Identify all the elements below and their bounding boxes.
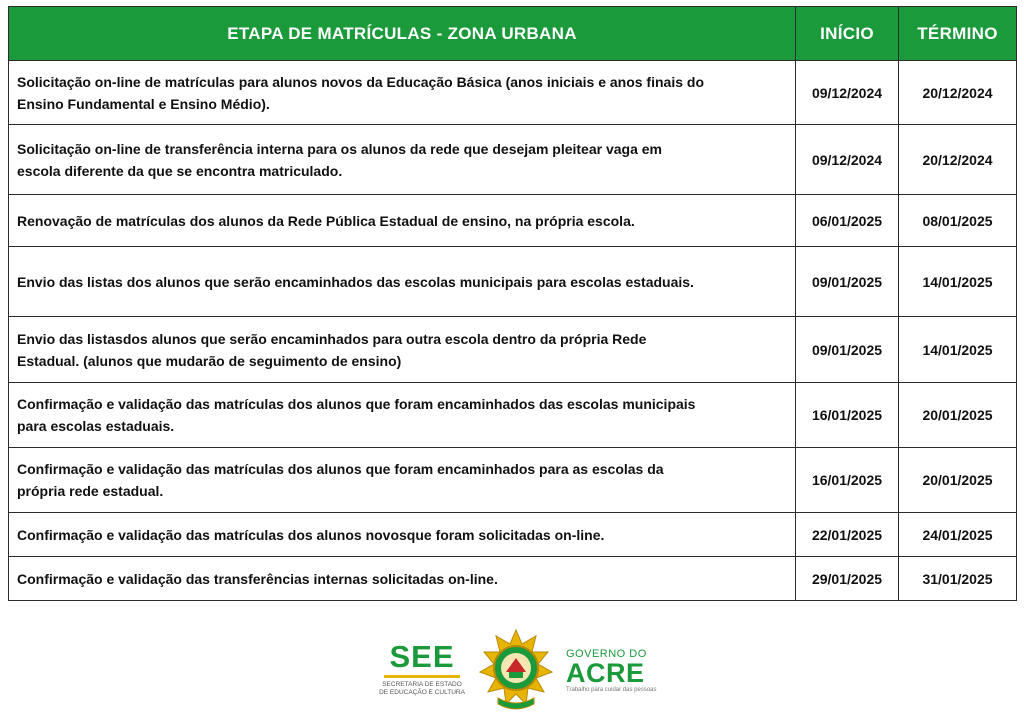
start-date: 09/01/2025 <box>796 247 899 317</box>
description-line: Confirmação e validação das matrículas dos alunos que foram encaminhados das escolas municipais <box>17 396 696 412</box>
start-column-header: INÍCIO <box>796 7 899 61</box>
footer-logos <box>378 628 668 714</box>
table-row <box>9 195 1017 247</box>
seal-ribbon <box>498 698 534 709</box>
row-description <box>9 448 796 513</box>
start-date: 22/01/2025 <box>796 513 899 557</box>
row-description <box>9 61 796 125</box>
row-description <box>9 125 796 195</box>
start-date: 06/01/2025 <box>796 195 899 247</box>
description-line: Confirmação e validação das matrículas dos alunos novosque foram solicitadas on-line. <box>17 526 605 543</box>
see-logo-underline <box>384 675 460 678</box>
end-date: 24/01/2025 <box>899 513 1017 557</box>
government-logo-tagline: Trabalho para cuidar das pessoas <box>566 687 657 693</box>
row-description <box>9 557 796 601</box>
government-logo-top: GOVERNO DO <box>566 648 647 660</box>
description-line: própria rede estadual. <box>17 483 164 499</box>
stage-column-header: ETAPA DE MATRÍCULAS - ZONA URBANA <box>9 7 796 61</box>
description-line: Envio das listas dos alunos que serão encaminhados das escolas municipais para escolas estaduais. <box>17 273 694 290</box>
enrollment-schedule-table <box>8 6 1017 601</box>
end-date: 14/01/2025 <box>899 247 1017 317</box>
row-description <box>9 317 796 383</box>
table-row <box>9 61 1017 125</box>
description-line: para escolas estaduais. <box>17 418 175 434</box>
end-date: 31/01/2025 <box>899 557 1017 601</box>
start-date: 09/12/2024 <box>796 125 899 195</box>
row-description <box>9 513 796 557</box>
description-line: escola diferente da que se encontra matriculado. <box>17 162 343 179</box>
table-row <box>9 125 1017 195</box>
government-logo <box>566 648 666 694</box>
row-description <box>9 383 796 448</box>
start-date: 29/01/2025 <box>796 557 899 601</box>
description-line: Renovação de matrículas dos alunos da Rede Pública Estadual de ensino, na própria escola. <box>17 212 635 229</box>
description-line: Ensino Fundamental e Ensino Médio). <box>17 95 270 112</box>
row-description <box>9 195 796 247</box>
see-logo-subtitle: DE EDUCAÇÃO E CULTURA <box>379 689 465 696</box>
see-logo <box>378 639 466 697</box>
start-date: 09/01/2025 <box>796 317 899 383</box>
description-line: Solicitação on-line de matrículas para alunos novos da Educação Básica (anos iniciais e anos finais do <box>17 73 704 90</box>
acre-coat-of-arms-icon <box>476 628 556 714</box>
see-logo-subtitle: SECRETARIA DE ESTADO <box>382 681 462 688</box>
description-line: Confirmação e validação das transferências internas solicitadas on-line. <box>17 570 498 587</box>
start-date: 16/01/2025 <box>796 383 899 448</box>
table-row <box>9 448 1017 513</box>
end-date: 20/12/2024 <box>899 61 1017 125</box>
end-date: 08/01/2025 <box>899 195 1017 247</box>
start-date: 16/01/2025 <box>796 448 899 513</box>
seal-base <box>509 672 523 678</box>
table-header-row <box>9 7 1017 61</box>
table-row <box>9 383 1017 448</box>
description-line: Confirmação e validação das matrículas dos alunos que foram encaminhados para as escolas da <box>17 461 664 477</box>
end-date: 20/01/2025 <box>899 383 1017 448</box>
table-row <box>9 317 1017 383</box>
end-date: 20/12/2024 <box>899 125 1017 195</box>
end-date: 14/01/2025 <box>899 317 1017 383</box>
table-row <box>9 247 1017 317</box>
government-logo-main: ACRE <box>566 658 645 688</box>
start-date: 09/12/2024 <box>796 61 899 125</box>
description-line: Solicitação on-line de transferência interna para os alunos da rede que desejam pleitear vaga em <box>17 140 663 157</box>
table-row <box>9 557 1017 601</box>
description-line: Estadual. (alunos que mudarão de seguimento de ensino) <box>17 352 402 369</box>
description-line: Envio das listasdos alunos que serão encaminhados para outra escola dentro da própria Rede <box>17 330 647 347</box>
table-row <box>9 513 1017 557</box>
row-description <box>9 247 796 317</box>
end-column-header: TÉRMINO <box>899 7 1017 61</box>
see-logo-text: SEE <box>389 639 455 674</box>
end-date: 20/01/2025 <box>899 448 1017 513</box>
